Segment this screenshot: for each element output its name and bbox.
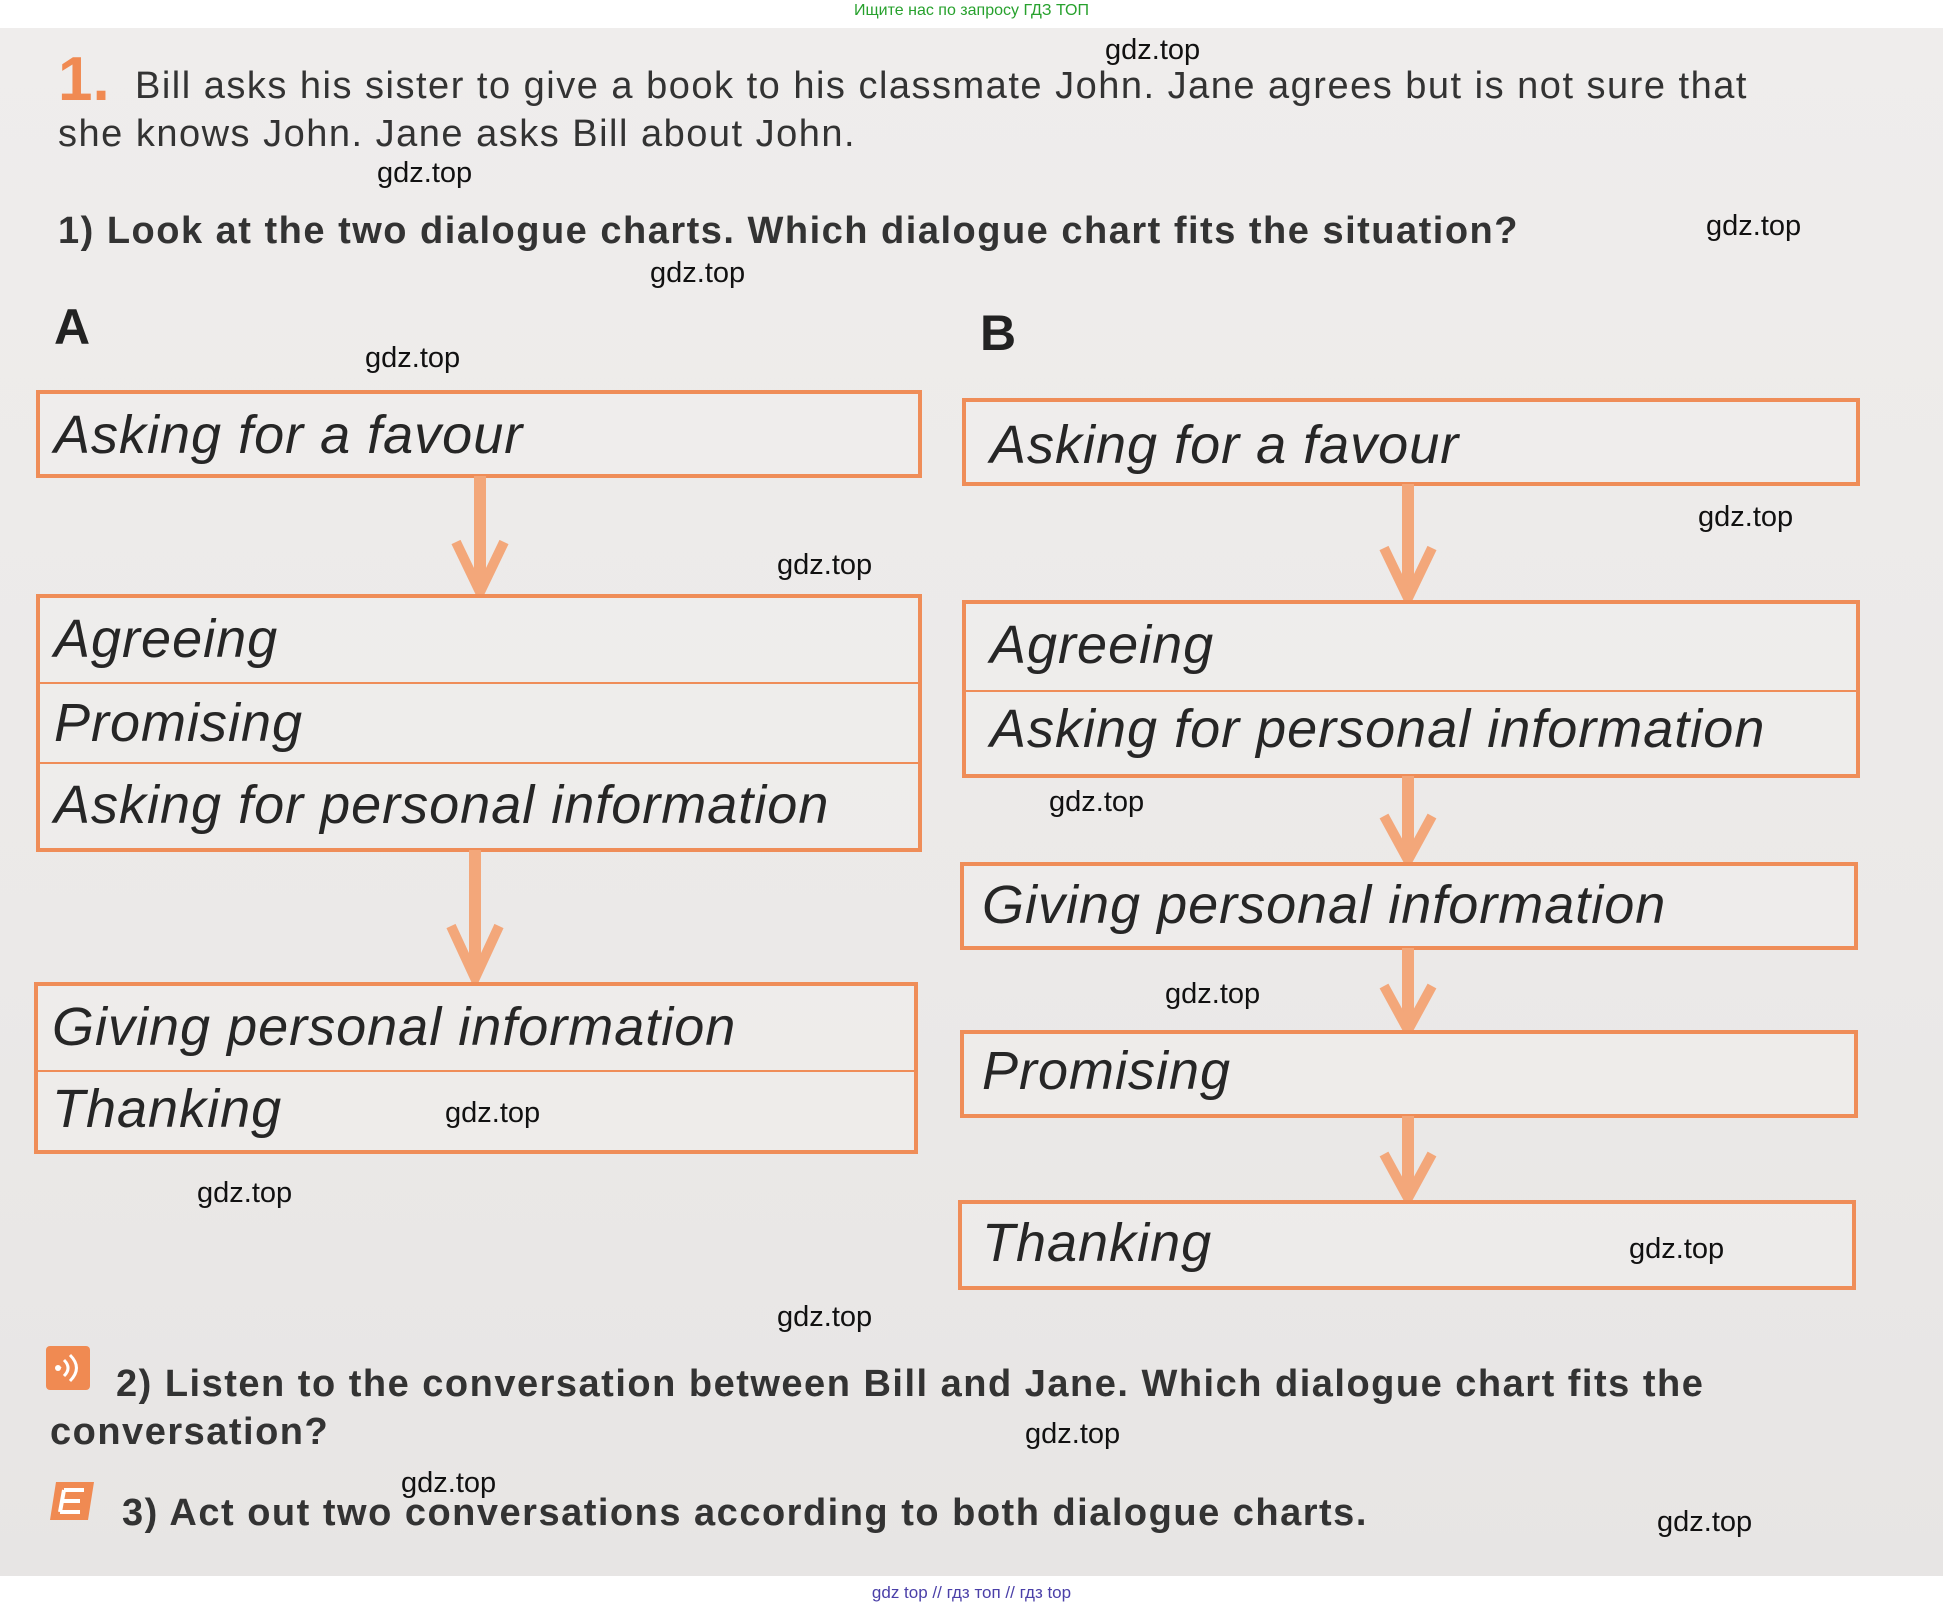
chart-b-arrow-3 [1378,948,1438,1032]
task-3: 3) Act out two conversations according to both dialogue charts. [122,1492,1368,1534]
footer-links[interactable]: gdz top // гдз топ // гдз top [0,1576,1943,1609]
chart-b-box-2 [962,600,1860,778]
watermark: gdz.top [1105,34,1201,66]
chart-b-step: Agreeing [990,615,1215,675]
task-1: 1) Look at the two dialogue charts. Which dialogue chart fits the situation? [58,210,1519,252]
chart-a-label: A [54,299,91,355]
chart-a-box-2 [36,594,922,852]
chart-b-arrow-2 [1378,776,1438,862]
watermark: gdz.top [1049,786,1145,818]
watermark: gdz.top [1657,1506,1753,1538]
watermark: gdz.top [1706,210,1802,242]
chart-b-step: Asking for a favour [990,415,1460,475]
chart-b-label: B [980,305,1017,361]
watermark: gdz.top [1629,1233,1725,1265]
task-2: 2) Listen to the conversation between Bill and Jane. Which dialogue chart fits the conversation? [50,1363,1705,1453]
chart-a-step: Thanking [38,1070,914,1152]
chart-b-box-3 [960,862,1858,950]
chart-a-box-1 [36,390,922,478]
watermark: gdz.top [1165,978,1261,1010]
chart-a-step: Asking for personal information [40,762,918,848]
chart-b-step: Thanking [982,1213,1213,1273]
watermark: gdz.top [650,257,746,289]
exercise-instructions: Bill asks his sister to give a book to his classmate John. Jane agrees but is not sure that she knows John. Jane asks Bill about John. [58,65,1748,155]
chart-b-arrow-4 [1378,1116,1438,1200]
watermark: gdz.top [377,157,473,189]
watermark: gdz.top [197,1177,293,1209]
watermark: gdz.top [1698,501,1794,533]
chart-a-arrow-2 [445,850,505,982]
chart-b-step: Promising [982,1041,1232,1101]
chart-a-arrow-1 [450,476,510,596]
watermark: gdz.top [777,549,873,581]
chart-b-box-4 [960,1030,1858,1118]
chart-a-step: Asking for a favour [54,405,524,465]
speaking-icon [48,1478,96,1524]
chart-a-step: Agreeing [54,609,279,669]
chart-a-step: Promising [40,682,918,762]
search-hint-banner: Ищите нас по запросу ГДЗ ТОП [0,0,1943,28]
watermark: gdz.top [1025,1418,1121,1450]
watermark: gdz.top [777,1301,873,1333]
watermark: gdz.top [445,1097,541,1129]
chart-b-step: Giving personal information [982,875,1667,935]
chart-b-arrow-1 [1378,484,1438,602]
exercise-number: 1. [58,45,110,114]
chart-b-step: Asking for personal information [966,690,1856,774]
watermark: gdz.top [365,342,461,374]
chart-b-box-1 [962,398,1860,486]
watermark: gdz.top [401,1467,497,1499]
chart-a-step: Giving personal information [52,997,737,1057]
